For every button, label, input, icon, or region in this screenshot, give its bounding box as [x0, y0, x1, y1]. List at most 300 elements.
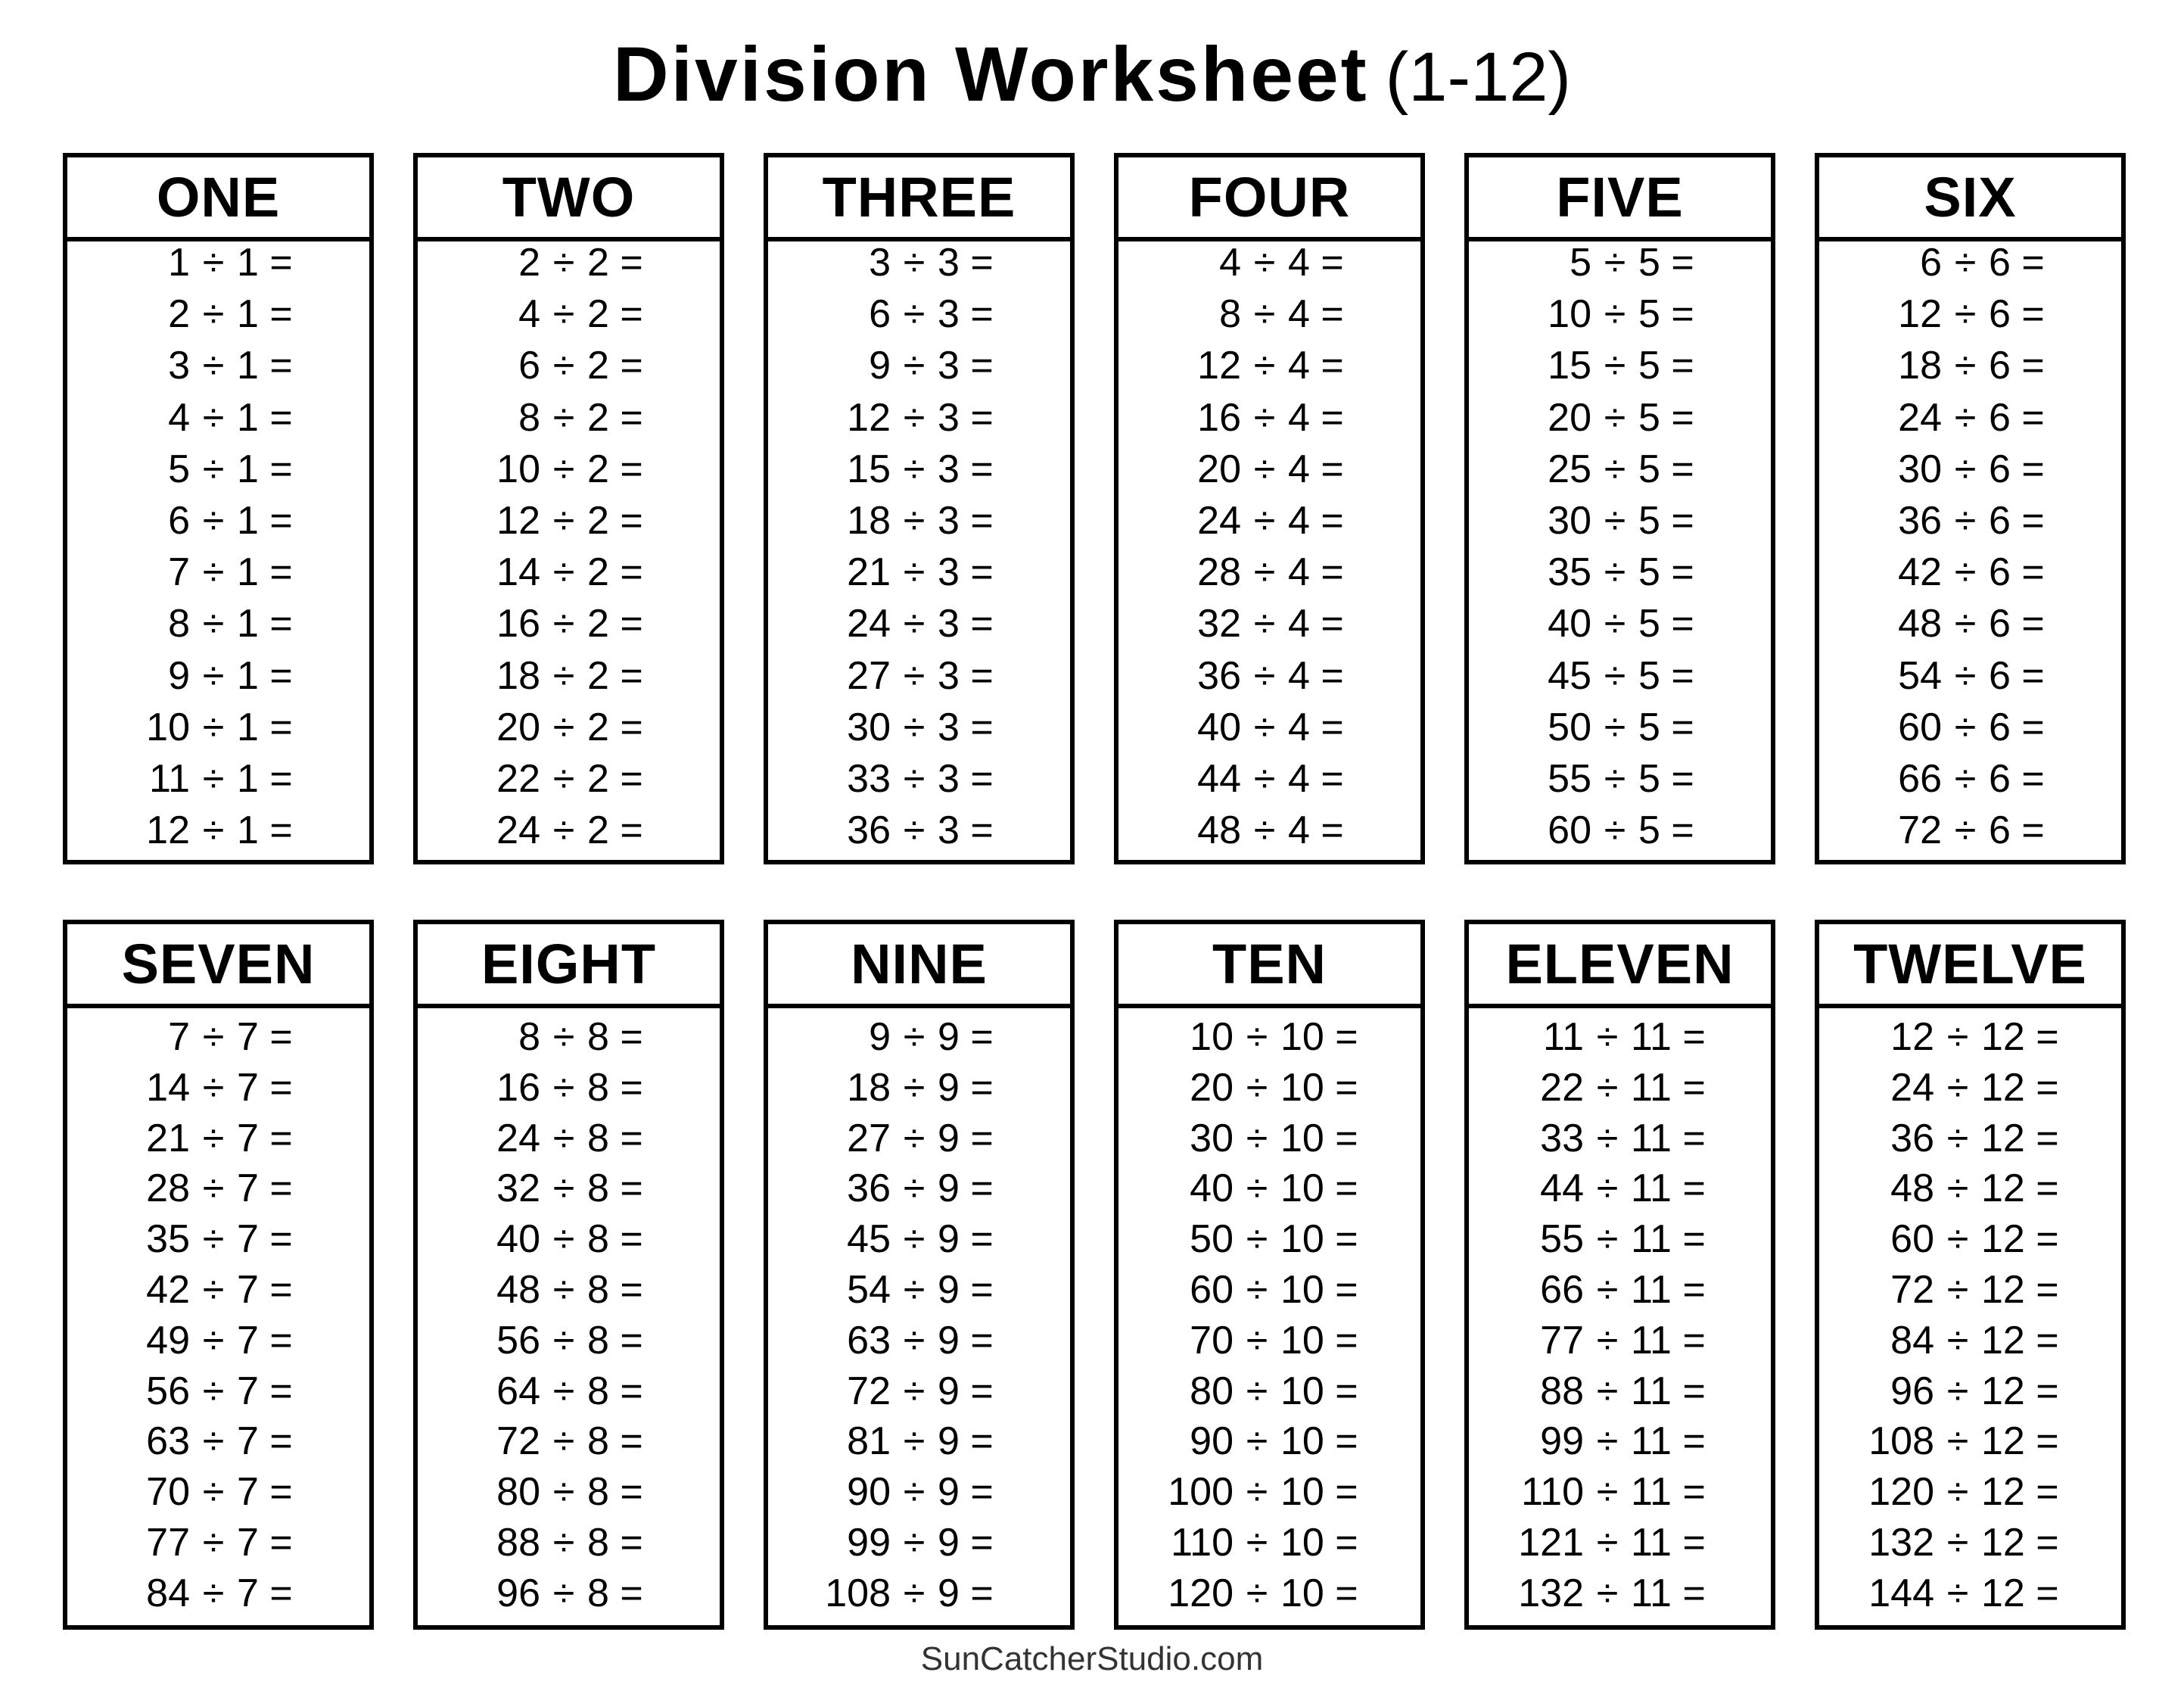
divide-sign-icon: ÷ [1954, 395, 1977, 440]
dividend: 12 [146, 808, 190, 853]
divisor: 1 [237, 292, 259, 337]
divisor: 7 [237, 1470, 259, 1515]
divisor-and-equals [237, 1469, 293, 1515]
divide-sign-icon: ÷ [1946, 1116, 1969, 1160]
divisor-and-equals [1989, 653, 2045, 699]
divisor: 3 [938, 292, 960, 337]
divide-sign-icon: ÷ [1596, 1571, 1619, 1615]
equals-sign-icon: = [1335, 1166, 1358, 1211]
equation-row [63, 550, 374, 595]
dividend: 20 [1197, 447, 1241, 491]
divisor-and-equals [587, 550, 643, 595]
dividend: 16 [496, 602, 540, 646]
divisor: 1 [237, 241, 259, 285]
table-five [1464, 153, 1775, 864]
divisor: 12 [1981, 1116, 2025, 1160]
divisor-and-equals [587, 1116, 643, 1161]
divisor-and-equals [1288, 291, 1344, 337]
equation-row [1464, 1571, 1775, 1616]
dividend: 8 [1219, 292, 1241, 337]
divisor-and-equals [1981, 1318, 2059, 1363]
dividend: 24 [496, 1116, 540, 1160]
divide-sign-icon: ÷ [1253, 757, 1276, 801]
divisor: 6 [1989, 499, 2011, 543]
divide-sign-icon: ÷ [202, 1065, 225, 1110]
worksheet-title [0, 29, 2184, 123]
equation-row [1114, 1216, 1425, 1262]
divisor: 2 [587, 344, 609, 388]
equation-row [1114, 1469, 1425, 1515]
equation-row [1114, 1267, 1425, 1313]
dividend: 77 [1540, 1318, 1584, 1363]
divisor: 7 [237, 1015, 259, 1059]
divide-sign-icon: ÷ [1596, 1015, 1619, 1059]
divide-sign-icon: ÷ [1253, 705, 1276, 749]
equation-row [413, 550, 724, 595]
divisor: 10 [1280, 1470, 1324, 1515]
dividend: 3 [869, 241, 891, 285]
dividend: 100 [1168, 1470, 1234, 1515]
equation-row [63, 756, 374, 802]
divide-sign-icon: ÷ [903, 550, 926, 595]
equation-row [764, 1520, 1075, 1565]
divide-sign-icon: ÷ [552, 550, 575, 595]
equals-sign-icon: = [269, 653, 293, 698]
table-twelve [1815, 920, 2126, 1630]
equation-row [413, 808, 724, 853]
divisor-and-equals [1638, 291, 1694, 337]
equals-sign-icon: = [970, 1065, 994, 1110]
divisor: 11 [1631, 1116, 1672, 1160]
divisor: 8 [587, 1571, 609, 1615]
divisor: 11 [1631, 1419, 1672, 1464]
divide-sign-icon: ÷ [903, 395, 926, 440]
divide-sign-icon: ÷ [1246, 1571, 1268, 1615]
divisor-and-equals [1631, 1166, 1706, 1211]
equation-row [764, 1014, 1075, 1060]
equation-row [413, 343, 724, 388]
equation-row [413, 1267, 724, 1313]
divisor: 1 [237, 550, 259, 595]
equals-sign-icon: = [620, 1470, 643, 1515]
dividend: 72 [1890, 1268, 1934, 1312]
divisor-and-equals [1631, 1318, 1706, 1363]
equation-row [1114, 1571, 1425, 1616]
equation-row [1815, 1267, 2126, 1313]
equals-sign-icon: = [1682, 1419, 1706, 1464]
equals-sign-icon: = [1671, 395, 1694, 440]
equation-row [63, 1318, 374, 1363]
divisor: 7 [237, 1268, 259, 1312]
divide-sign-icon: ÷ [1954, 499, 1977, 543]
equals-sign-icon: = [620, 395, 643, 440]
divisor-and-equals [938, 1318, 994, 1363]
equation-row [413, 1065, 724, 1110]
equation-row [1114, 1369, 1425, 1414]
equals-sign-icon: = [1321, 808, 1344, 853]
divisor-and-equals [1989, 343, 2045, 388]
dividend: 10 [1548, 292, 1591, 337]
divide-sign-icon: ÷ [552, 1470, 575, 1515]
divisor: 5 [1638, 653, 1660, 698]
divisor: 10 [1280, 1369, 1324, 1413]
dividend: 60 [1190, 1268, 1234, 1312]
divisor: 9 [938, 1369, 960, 1413]
equals-sign-icon: = [620, 1521, 643, 1565]
dividend: 70 [1190, 1318, 1234, 1363]
table-two [413, 153, 724, 864]
divisor: 5 [1638, 499, 1660, 543]
equation-row [1114, 756, 1425, 802]
dividend: 15 [1548, 344, 1591, 388]
divisor-and-equals [237, 601, 293, 646]
divisor: 9 [938, 1318, 960, 1363]
divisor: 9 [938, 1065, 960, 1110]
divisor: 9 [938, 1419, 960, 1464]
divisor: 12 [1981, 1470, 2025, 1515]
dividend: 110 [1171, 1521, 1234, 1565]
divisor: 11 [1631, 1318, 1672, 1363]
equals-sign-icon: = [1671, 757, 1694, 801]
divide-sign-icon: ÷ [202, 1318, 225, 1363]
equation-row [1815, 705, 2126, 750]
equals-sign-icon: = [1335, 1318, 1358, 1363]
equals-sign-icon: = [1335, 1065, 1358, 1110]
divisor: 3 [938, 757, 960, 801]
divide-sign-icon: ÷ [1246, 1419, 1268, 1464]
equation-row [63, 1419, 374, 1464]
divisor-and-equals [1638, 240, 1694, 285]
equation-row [764, 1369, 1075, 1414]
divide-sign-icon: ÷ [903, 705, 926, 749]
divisor-and-equals [587, 1520, 643, 1565]
divide-sign-icon: ÷ [903, 1217, 926, 1262]
divisor: 4 [1288, 241, 1310, 285]
divisor: 2 [587, 705, 609, 749]
dividend: 12 [847, 395, 891, 440]
divide-sign-icon: ÷ [1946, 1369, 1969, 1413]
divisor: 4 [1288, 499, 1310, 543]
divisor-and-equals [1288, 447, 1344, 492]
divisor-and-equals [587, 291, 643, 337]
table-header: TEN [1118, 924, 1420, 1008]
divide-sign-icon: ÷ [903, 1369, 926, 1413]
divide-sign-icon: ÷ [552, 395, 575, 440]
divide-sign-icon: ÷ [1604, 653, 1626, 698]
divide-sign-icon: ÷ [1253, 499, 1276, 543]
equation-row [63, 240, 374, 285]
equation-row [764, 395, 1075, 441]
dividend: 60 [1890, 1217, 1934, 1262]
equation-row [1114, 705, 1425, 750]
equation-row [1815, 1014, 2126, 1060]
divisor-and-equals [1989, 498, 2045, 543]
equals-sign-icon: = [620, 757, 643, 801]
divide-sign-icon: ÷ [1253, 653, 1276, 698]
equation-row [764, 1166, 1075, 1211]
dividend: 80 [1190, 1369, 1234, 1413]
equals-sign-icon: = [2036, 1369, 2059, 1413]
divisor-and-equals [1981, 1369, 2059, 1414]
divisor: 8 [587, 1166, 609, 1211]
dividend: 18 [496, 653, 540, 698]
equation-row [63, 1014, 374, 1060]
equals-sign-icon: = [1682, 1470, 1706, 1515]
dividend: 1 [168, 241, 190, 285]
dividend: 64 [496, 1369, 540, 1413]
equals-sign-icon: = [1671, 602, 1694, 646]
divide-sign-icon: ÷ [1954, 757, 1977, 801]
divisor: 4 [1288, 653, 1310, 698]
divisor: 3 [938, 653, 960, 698]
divide-sign-icon: ÷ [1954, 344, 1977, 388]
divide-sign-icon: ÷ [552, 1217, 575, 1262]
divide-sign-icon: ÷ [552, 292, 575, 337]
divisor: 7 [237, 1369, 259, 1413]
table-header: SEVEN [67, 924, 369, 1008]
equation-row [1815, 550, 2126, 595]
equation-row [764, 601, 1075, 646]
equation-row [413, 1116, 724, 1161]
divisor: 1 [237, 447, 259, 491]
divide-sign-icon: ÷ [1246, 1318, 1268, 1363]
equation-row [1815, 395, 2126, 441]
divisor-and-equals [1638, 447, 1694, 492]
equals-sign-icon: = [2021, 292, 2045, 337]
divisor-and-equals [1631, 1116, 1706, 1161]
divide-sign-icon: ÷ [903, 1166, 926, 1211]
divisor: 6 [1989, 602, 2011, 646]
divisor-and-equals [237, 291, 293, 337]
divisor: 9 [938, 1217, 960, 1262]
equals-sign-icon: = [1335, 1571, 1358, 1615]
divisor-and-equals [1638, 343, 1694, 388]
dividend: 99 [847, 1521, 891, 1565]
divide-sign-icon: ÷ [202, 1116, 225, 1160]
dividend: 8 [518, 1015, 540, 1059]
divisor: 4 [1288, 292, 1310, 337]
divisor: 5 [1638, 705, 1660, 749]
divisor-and-equals [1280, 1571, 1358, 1616]
dividend: 36 [1197, 653, 1241, 698]
equation-row [413, 1014, 724, 1060]
divide-sign-icon: ÷ [903, 292, 926, 337]
divisor: 2 [587, 447, 609, 491]
dividend: 33 [847, 757, 891, 801]
equals-sign-icon: = [2021, 808, 2045, 853]
equation-row [1114, 498, 1425, 543]
divide-sign-icon: ÷ [1604, 447, 1626, 491]
dividend: 121 [1518, 1521, 1584, 1565]
divisor: 1 [237, 395, 259, 440]
divisor-and-equals [237, 705, 293, 750]
equation-row [1815, 653, 2126, 699]
divisor: 6 [1989, 653, 2011, 698]
dividend: 48 [1197, 808, 1241, 853]
divisor-and-equals [1981, 1520, 2059, 1565]
dividend: 80 [496, 1470, 540, 1515]
divisor-and-equals [938, 1065, 994, 1110]
divisor: 10 [1280, 1318, 1324, 1363]
divide-sign-icon: ÷ [903, 1419, 926, 1464]
equals-sign-icon: = [269, 705, 293, 749]
equals-sign-icon: = [1682, 1116, 1706, 1160]
equals-sign-icon: = [2021, 757, 2045, 801]
divide-sign-icon: ÷ [1596, 1318, 1619, 1363]
divide-sign-icon: ÷ [903, 344, 926, 388]
divide-sign-icon: ÷ [552, 602, 575, 646]
divide-sign-icon: ÷ [1946, 1521, 1969, 1565]
equation-row [764, 1116, 1075, 1161]
divisor: 8 [587, 1318, 609, 1363]
divisor: 2 [587, 757, 609, 801]
equals-sign-icon: = [269, 1571, 293, 1615]
divide-sign-icon: ÷ [903, 1521, 926, 1565]
equation-row [1815, 1216, 2126, 1262]
equation-row [63, 653, 374, 699]
divisor-and-equals [938, 240, 994, 285]
equation-row [764, 705, 1075, 750]
divide-sign-icon: ÷ [1954, 241, 1977, 285]
equation-row [1464, 291, 1775, 337]
dividend: 7 [168, 1015, 190, 1059]
divisor: 10 [1280, 1268, 1324, 1312]
equation-row [1114, 395, 1425, 441]
equation-row [63, 498, 374, 543]
divisor: 10 [1280, 1419, 1324, 1464]
equation-row [63, 1571, 374, 1616]
equation-row [1815, 1318, 2126, 1363]
dividend: 4 [168, 395, 190, 440]
divisor: 7 [237, 1217, 259, 1262]
equals-sign-icon: = [269, 550, 293, 595]
equation-row [764, 343, 1075, 388]
equals-sign-icon: = [1682, 1065, 1706, 1110]
equals-sign-icon: = [970, 653, 994, 698]
equation-row [1114, 291, 1425, 337]
divisor: 3 [938, 241, 960, 285]
equals-sign-icon: = [1671, 653, 1694, 698]
divisor: 5 [1638, 344, 1660, 388]
equals-sign-icon: = [970, 499, 994, 543]
divide-sign-icon: ÷ [1246, 1217, 1268, 1262]
dividend: 63 [146, 1419, 190, 1464]
divisor: 5 [1638, 757, 1660, 801]
equation-row [1464, 1520, 1775, 1565]
equation-row [1464, 550, 1775, 595]
divisor-and-equals [938, 601, 994, 646]
divide-sign-icon: ÷ [1954, 705, 1977, 749]
divide-sign-icon: ÷ [552, 499, 575, 543]
divide-sign-icon: ÷ [552, 1521, 575, 1565]
dividend: 11 [1543, 1015, 1584, 1059]
dividend: 60 [1548, 808, 1591, 853]
equation-row [63, 447, 374, 492]
table-seven [63, 920, 374, 1630]
divide-sign-icon: ÷ [1954, 550, 1977, 595]
dividend: 36 [847, 808, 891, 853]
equals-sign-icon: = [620, 1015, 643, 1059]
equation-row [1815, 1571, 2126, 1616]
divisor-and-equals [1989, 395, 2045, 441]
dividend: 54 [1898, 653, 1942, 698]
dividend: 60 [1898, 705, 1942, 749]
divide-sign-icon: ÷ [1253, 395, 1276, 440]
equals-sign-icon: = [970, 292, 994, 337]
equals-sign-icon: = [620, 292, 643, 337]
divide-sign-icon: ÷ [1954, 808, 1977, 853]
dividend: 12 [1197, 344, 1241, 388]
divide-sign-icon: ÷ [1604, 395, 1626, 440]
divide-sign-icon: ÷ [1604, 241, 1626, 285]
table-ten [1114, 920, 1425, 1630]
divisor-and-equals [587, 1369, 643, 1414]
dividend: 22 [496, 757, 540, 801]
equation-row [413, 1520, 724, 1565]
equals-sign-icon: = [970, 1217, 994, 1262]
dividend: 20 [1190, 1065, 1234, 1110]
divisor-and-equals [1280, 1369, 1358, 1414]
equals-sign-icon: = [970, 1369, 994, 1413]
divisor-and-equals [938, 498, 994, 543]
equals-sign-icon: = [269, 1116, 293, 1160]
divisor: 8 [587, 1369, 609, 1413]
equation-row [1114, 1520, 1425, 1565]
equals-sign-icon: = [970, 1521, 994, 1565]
divide-sign-icon: ÷ [1596, 1116, 1619, 1160]
equation-row [1464, 240, 1775, 285]
divisor-and-equals [1631, 1419, 1706, 1464]
divide-sign-icon: ÷ [202, 241, 225, 285]
dividend: 66 [1898, 757, 1942, 801]
divisor: 4 [1288, 447, 1310, 491]
table-header: FOUR [1118, 157, 1420, 241]
divisor-and-equals [938, 653, 994, 699]
dividend: 84 [146, 1571, 190, 1615]
dividend: 56 [146, 1369, 190, 1413]
divisor: 6 [1989, 808, 2011, 853]
dividend: 36 [847, 1166, 891, 1211]
equation-row [1114, 1166, 1425, 1211]
divisor: 9 [938, 1268, 960, 1312]
divide-sign-icon: ÷ [1246, 1116, 1268, 1160]
dividend: 18 [847, 1065, 891, 1110]
equation-row [1114, 1065, 1425, 1110]
dividend: 40 [1190, 1166, 1234, 1211]
divisor-and-equals [1280, 1216, 1358, 1262]
dividend: 49 [146, 1318, 190, 1363]
dividend: 5 [1570, 241, 1591, 285]
equation-row [1464, 808, 1775, 853]
divisor-and-equals [938, 756, 994, 802]
equation-row [413, 498, 724, 543]
dividend: 81 [847, 1419, 891, 1464]
dividend: 20 [1548, 395, 1591, 440]
divide-sign-icon: ÷ [552, 1268, 575, 1312]
equals-sign-icon: = [2036, 1521, 2059, 1565]
divisor: 4 [1288, 344, 1310, 388]
divisor: 1 [237, 808, 259, 853]
equation-row [1815, 1419, 2126, 1464]
equals-sign-icon: = [1682, 1571, 1706, 1615]
divisor: 8 [587, 1116, 609, 1160]
footer-credit: SunCatcherStudio.com [920, 1640, 1264, 1677]
equals-sign-icon: = [1335, 1470, 1358, 1515]
divisor-and-equals [237, 550, 293, 595]
equation-row [1464, 1369, 1775, 1414]
equals-sign-icon: = [1321, 499, 1344, 543]
divisor-and-equals [1989, 808, 2045, 853]
